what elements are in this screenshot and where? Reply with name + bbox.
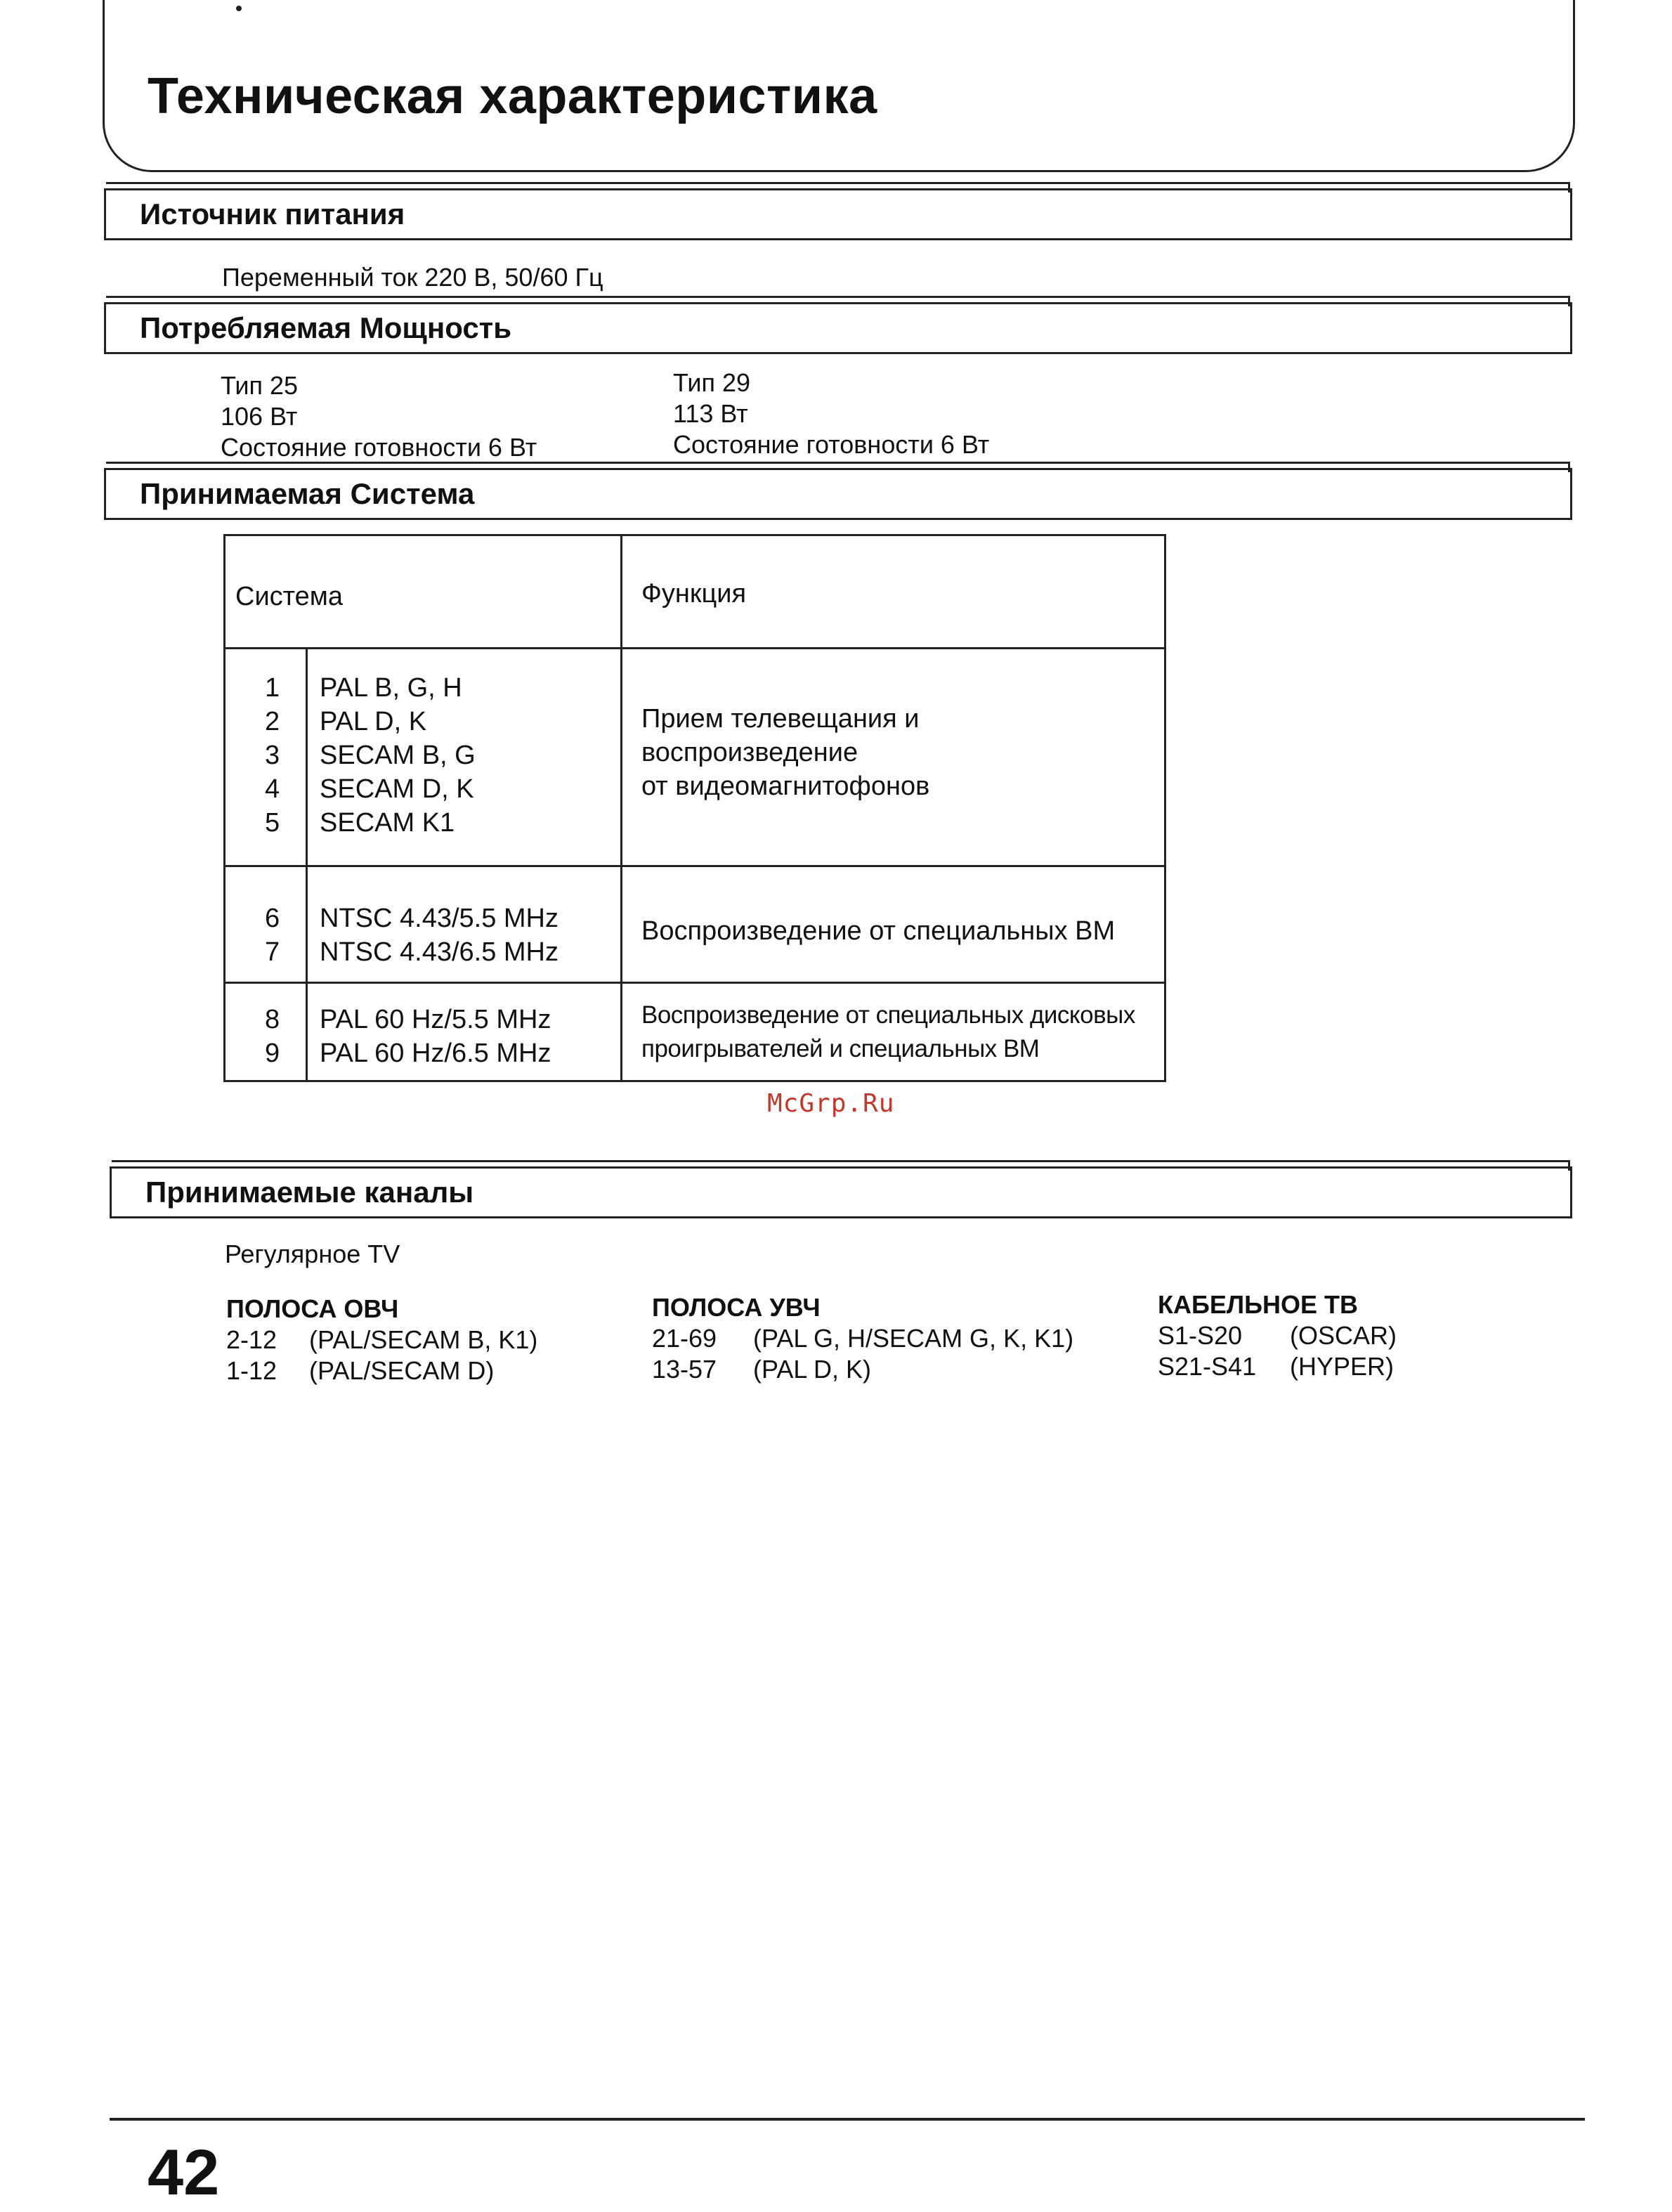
table-column-divider [306,647,308,1080]
watermark-text: McGrp.Ru [767,1089,895,1118]
table-row-divider [226,865,1164,867]
table-header-function: Функция [641,579,747,609]
table-row-function: воспроизведение [641,738,858,767]
table-row-system: PAL B, G, H [320,673,462,703]
regular-tv-label: Регулярное TV [225,1240,400,1268]
table-row-number: 1 [265,673,280,703]
systems-table [223,534,1166,1082]
table-row-system: SECAM K1 [320,808,455,838]
section-title: Источник питания [140,197,405,230]
uhf-range: 13-57 [652,1355,717,1384]
cable-range: S21-S41 [1158,1352,1257,1381]
cable-title: КАБЕЛЬНОЕ ТВ [1158,1290,1358,1319]
section-header-systems [104,468,1572,520]
table-row-number: 2 [265,707,280,736]
uhf-system: (PAL G, H/SECAM G, K, K1) [753,1324,1074,1353]
table-row-system: PAL 60 Hz/6.5 MHz [320,1039,551,1068]
table-row-number: 8 [265,1005,280,1034]
table-row-system: SECAM B, G [320,741,476,770]
table-row-function: Воспроизведение от специальных дисковых [641,1001,1135,1029]
table-row-number: 5 [265,808,280,838]
table-header-system: Система [235,582,344,611]
decorative-dot [236,6,242,11]
table-row-divider [226,982,1164,984]
table-row-divider [226,647,1164,649]
footer-rule [110,2118,1585,2121]
vhf-title: ПОЛОСА ОВЧ [226,1294,399,1323]
section-title: Потребляемая Мощность [140,311,512,344]
type29-power: 113 Вт [673,399,748,428]
table-row-system: NTSC 4.43/6.5 MHz [320,937,559,967]
table-row-number: 3 [265,741,280,770]
table-row-function: Прием телевещания и [641,704,920,734]
table-row-system: NTSC 4.43/5.5 MHz [320,904,559,933]
table-row-system: PAL D, K [320,707,427,736]
power-source-value: Переменный ток 220 В, 50/60 Гц [222,263,603,292]
section-header-power-source [104,188,1572,240]
vhf-system: (PAL/SECAM D) [309,1356,495,1385]
cable-system: (HYPER) [1290,1352,1395,1381]
uhf-range: 21-69 [652,1324,717,1353]
vhf-system: (PAL/SECAM B, K1) [309,1325,538,1354]
table-row-number: 4 [265,774,280,804]
table-column-divider [620,536,622,1080]
section-header-power-consumption [104,302,1572,354]
table-row-function: от видеомагнитофонов [641,772,930,801]
cable-system: (OSCAR) [1290,1321,1397,1350]
type29-name: Тип 29 [673,368,751,397]
table-row-number: 7 [265,937,280,967]
table-row-number: 6 [265,904,280,933]
page-title: Техническая характеристика [148,68,877,124]
page-number: 42 [148,2137,220,2208]
type25-power: 106 Вт [221,402,298,431]
uhf-title: ПОЛОСА УВЧ [652,1293,821,1322]
table-row-function: Воспроизведение от специальных ВМ [641,916,1116,946]
type25-name: Тип 25 [221,371,299,400]
type25-standby: Состояние готовности 6 Вт [221,433,537,462]
table-row-number: 9 [265,1039,280,1068]
cable-range: S1-S20 [1158,1321,1243,1350]
uhf-system: (PAL D, K) [753,1355,872,1384]
section-header-channels [110,1166,1572,1218]
vhf-range: 1-12 [226,1356,277,1385]
table-row-system: SECAM D, K [320,774,474,804]
table-row-system: PAL 60 Hz/5.5 MHz [320,1005,551,1034]
type29-standby: Состояние готовности 6 Вт [673,430,990,459]
section-title: Принимаемая Система [140,477,475,510]
section-title: Принимаемые каналы [145,1176,474,1209]
table-row-function: проигрывателей и специальных ВМ [641,1035,1040,1062]
vhf-range: 2-12 [226,1325,277,1354]
